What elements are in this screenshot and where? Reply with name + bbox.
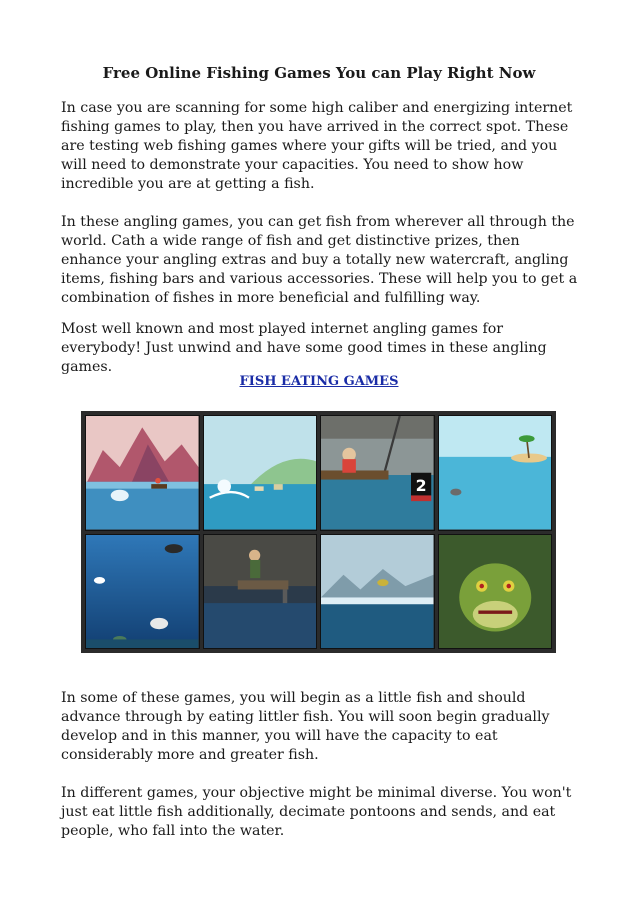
game-thumbnail-4[interactable] xyxy=(438,415,553,531)
underwater-fish-image xyxy=(86,535,199,649)
island-image xyxy=(439,416,552,530)
dock-image xyxy=(204,535,317,649)
paragraph-angling: In these angling games, you can get fish from wherever all through the world. Cath a wide range of fish and get distinctive prizes, then enhance your angling extras and buy a totally new watercraft, angling items, fishing bars and various accessories. These will help you to get a combination of fishes in more beneficial and fulfilling way. xyxy=(61,214,578,306)
fisherman-image xyxy=(321,416,434,530)
mountain-lake-image xyxy=(86,416,199,530)
paragraph-objective: In different games, your objective might be minimal diverse. You won't just eat little fish additionally, decimate pontoons and sends, and eat people, who fall into the water. xyxy=(61,785,572,839)
coast-shark-image xyxy=(204,416,317,530)
tile-badge: 2 xyxy=(415,475,427,495)
game-thumbnail-5[interactable] xyxy=(85,534,200,650)
paragraph-popular: Most well known and most played internet angling games for everybody! Just unwind and have some good times in these angling games. xyxy=(61,321,547,375)
paragraph-little-fish: In some of these games, you will begin as a little fish and should advance through by eating littler fish. You will soon begin gradually develop and in this manner, you will have the capacity to eat considerably more and greater fish. xyxy=(61,690,550,763)
game-thumbnail-grid xyxy=(81,411,556,653)
game-thumbnail-6[interactable] xyxy=(203,534,318,650)
icy-lake-image xyxy=(321,535,434,649)
game-thumbnail-1[interactable] xyxy=(85,415,200,531)
game-thumbnail-7[interactable] xyxy=(320,534,435,650)
piranha-image xyxy=(439,535,552,649)
paragraph-intro: In case you are scanning for some high caliber and energizing internet fishing games to play, then you have arrived in the correct spot. These are testing web fishing games where your gifts will be tried, and you will need to demonstrate your capacities. You need to show how incredible you are at getting a fish. xyxy=(61,100,573,192)
game-thumbnail-8[interactable] xyxy=(438,534,553,650)
fish-eating-games-link[interactable]: FISH EATING GAMES xyxy=(239,374,399,389)
game-thumbnail-2[interactable] xyxy=(203,415,318,531)
page-title: Free Online Fishing Games You can Play Right Now xyxy=(102,64,536,82)
game-thumbnail-3[interactable] xyxy=(320,415,435,531)
